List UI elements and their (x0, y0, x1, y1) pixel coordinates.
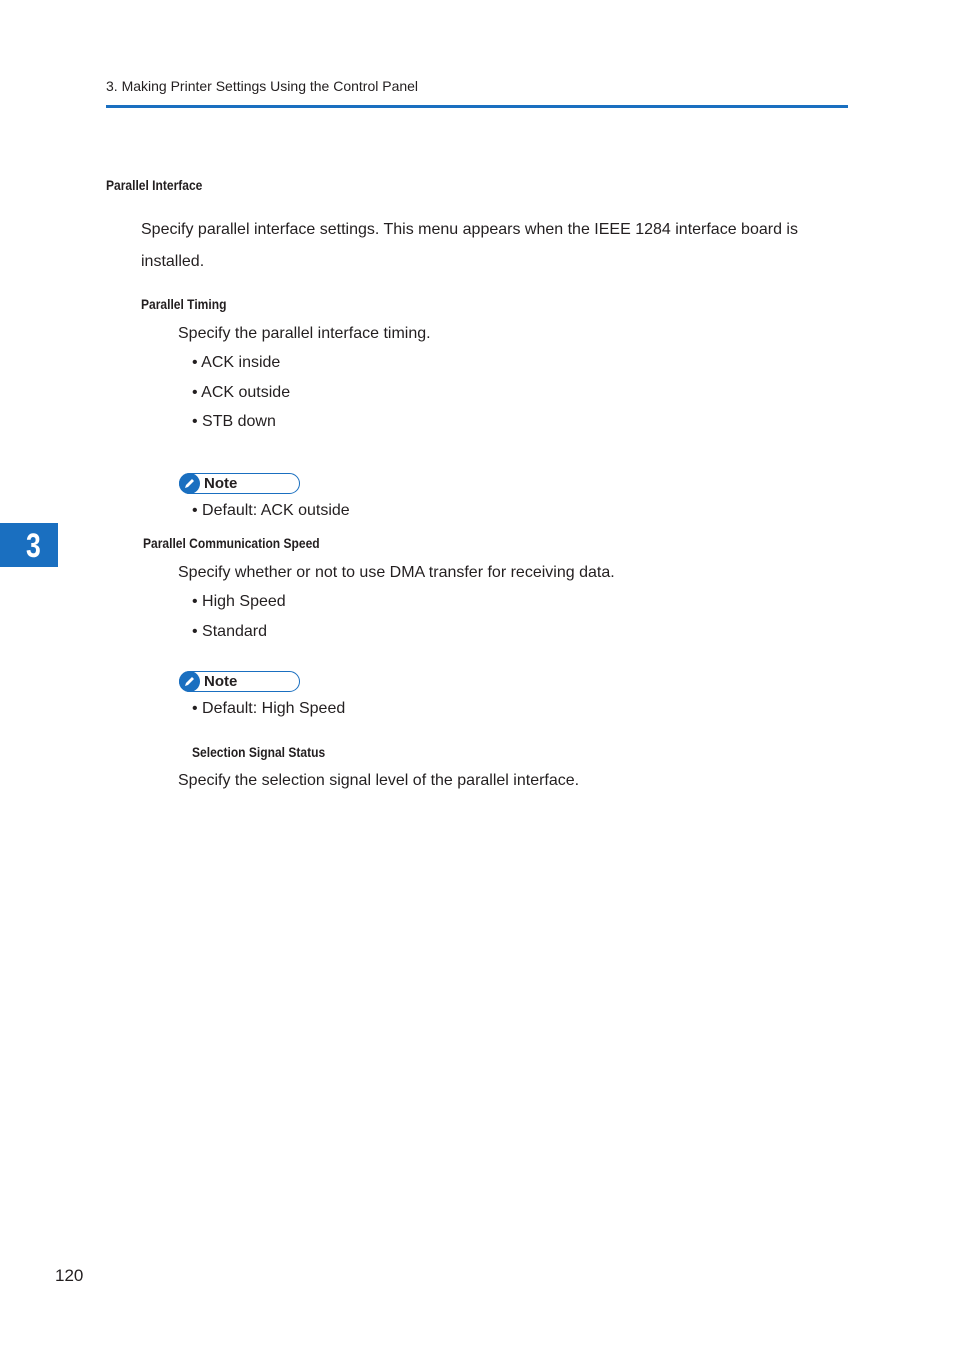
parallel-timing-description: Specify the parallel interface timing. (178, 325, 431, 342)
note-text: • Default: High Speed (192, 700, 346, 717)
list-item: • ACK outside (192, 384, 291, 401)
heading-selection-signal-status: Selection Signal Status (192, 744, 326, 760)
note-label: Note (204, 475, 238, 492)
list-item: • ACK inside (192, 354, 281, 371)
list-item: • High Speed (192, 593, 286, 610)
heading-parallel-communication-speed: Parallel Communication Speed (143, 535, 320, 551)
pencil-icon (179, 671, 200, 692)
list-item: • STB down (192, 413, 276, 430)
list-item: • Standard (192, 623, 267, 640)
parallel-interface-description: Specify parallel interface settings. This menu appears when the IEEE 1284 interface board is installed. (141, 221, 798, 270)
note-badge (179, 671, 300, 692)
heading-parallel-interface: Parallel Interface (106, 177, 203, 193)
note-text: • Default: ACK outside (192, 502, 350, 519)
parallel-communication-speed-description: Specify whether or not to use DMA transfer for receiving data. (178, 564, 615, 581)
pencil-icon (179, 473, 200, 494)
running-header: 3. Making Printer Settings Using the Control Panel (106, 78, 419, 94)
chapter-number: 3 (26, 527, 41, 565)
note-label: Note (204, 673, 238, 690)
selection-signal-status-description: Specify the selection signal level of the parallel interface. (178, 772, 580, 789)
page-number: 120 (55, 1266, 84, 1285)
chapter-tab (0, 523, 58, 567)
heading-parallel-timing: Parallel Timing (141, 296, 227, 312)
note-badge (179, 473, 300, 494)
header-rule (106, 105, 848, 108)
